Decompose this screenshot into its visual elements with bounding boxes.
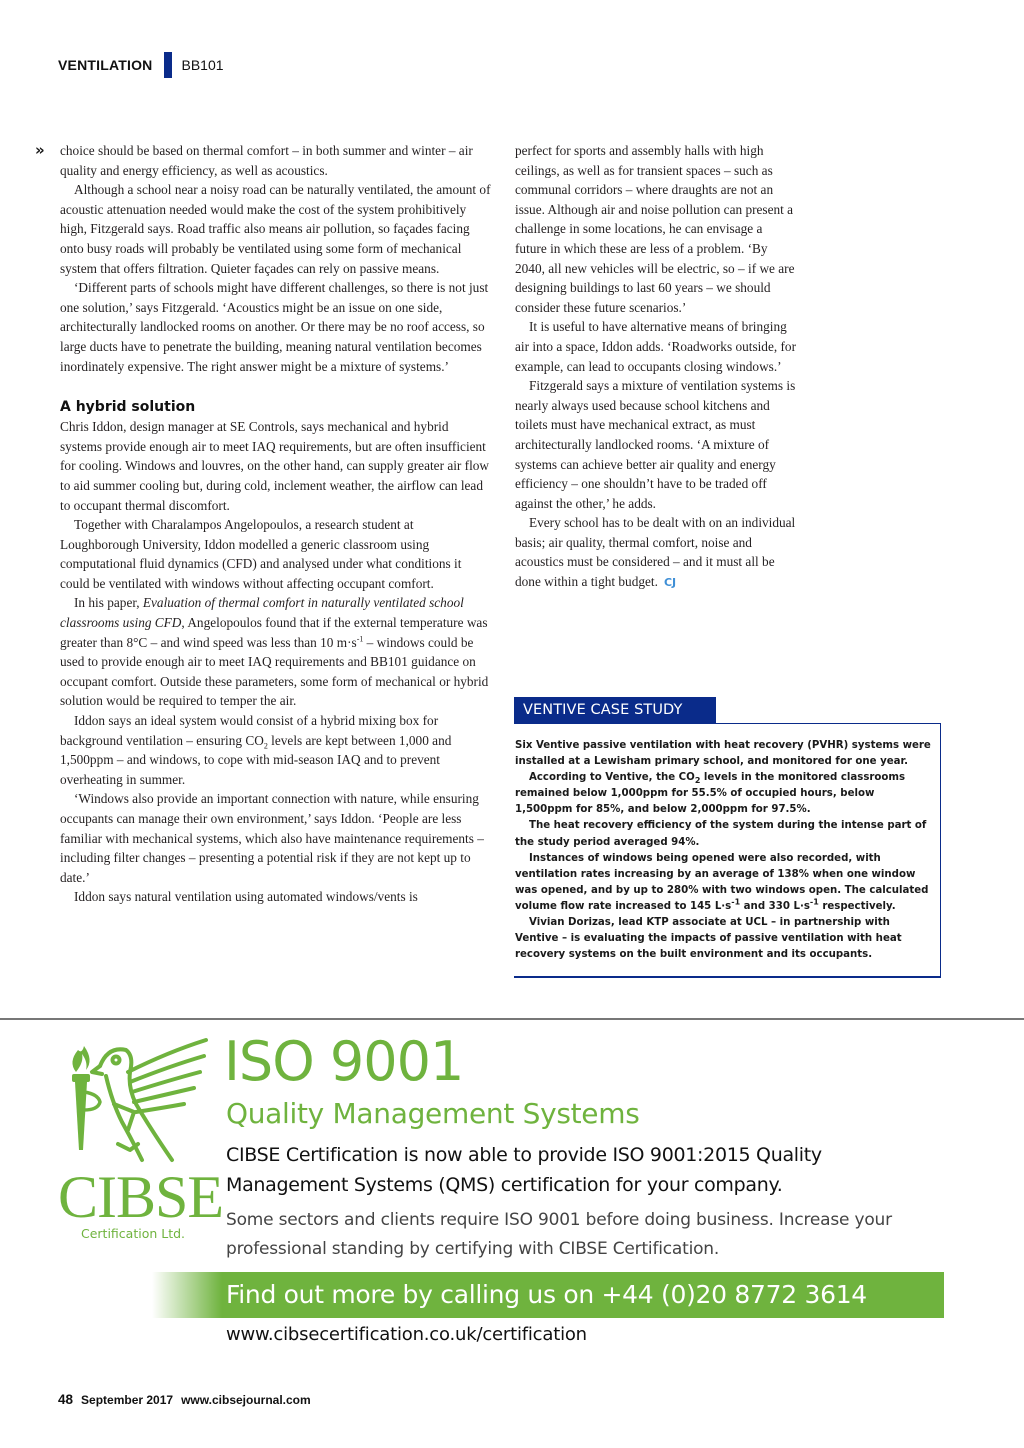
case-study-body xyxy=(515,738,933,963)
paragraph: ‘Windows also provide an important connection with nature, while ensuring occupants can manage their own environment,’ says Iddon. ‘People are less familiar with mechanical systems, which also have maintenance requirements – including filter changes – presenting a potential risk if they are not kept up to date.’ xyxy=(60,791,484,885)
page-number: 48 xyxy=(58,1392,74,1407)
text-run: According to Ventive, the CO xyxy=(529,772,695,784)
text-run: , Angelopoulos found that if the external temperature was greater than 8°C – and wind speed was less than 10 m·s xyxy=(60,615,488,650)
advert-title: ISO 9001 xyxy=(224,1030,464,1093)
paragraph: Vivian Dorizas, lead KTP associate at UCL – in partnership with Ventive – is evaluating the impacts of passive ventilation with heat recovery systems on the built environment and its occupants. xyxy=(515,917,902,961)
paragraph: Fitzgerald says a mixture of ventilation systems is nearly always used because school kitchens and toilets must have mechanical extract, as must architecturally landlocked rooms. ‘A mixture of systems can achieve better air quality and energy efficiency – one shouldn’t have to be traded off against the other,’ he adds. xyxy=(515,378,796,511)
text-run: respectively. xyxy=(818,900,896,912)
article-column-left xyxy=(35,141,492,907)
logo-wordmark: CIBSE xyxy=(58,1164,224,1230)
subscript: 2 xyxy=(694,776,701,786)
running-header xyxy=(58,53,224,77)
cibse-certification-logo xyxy=(58,1032,224,1242)
paragraph: Although a school near a noisy road can be naturally ventilated, the amount of acoustic attenuation needed would make the cost of the system prohibitively high, Fitzgerald says. Road traffic also means air pollution, so façades facing onto busy roads will probably be ventilated using some form of mechanical system that offers filtration. Quieter façades can rely on passive means. xyxy=(60,182,491,276)
page-footer xyxy=(58,1392,311,1408)
superscript: -1 xyxy=(356,634,364,644)
logo-subtitle: Certification Ltd. xyxy=(80,1226,186,1241)
text-run: and 330 L·s xyxy=(740,900,810,912)
subscript: 2 xyxy=(263,741,268,751)
paragraph: It is useful to have alternative means of bringing air into a space, Iddon adds. ‘Roadworks outside, for example, can lead to occupants closing windows.’ xyxy=(515,319,797,374)
paragraph xyxy=(515,770,933,818)
text-run: levels are kept between 1,000 and 1,500ppm – and windows, to cope with mid-season IAQ and to prevent overheating in summer. xyxy=(60,732,452,787)
header-accent-bar xyxy=(164,52,172,78)
advert-call-banner xyxy=(152,1272,944,1318)
text-run: In his paper, xyxy=(74,595,143,611)
paragraph: Six Ventive passive ventilation with heat recovery (PVHR) systems were installed at a Lewisham primary school, and monitored for one year. xyxy=(515,740,931,768)
advert-lead-text: CIBSE Certification is now able to provide ISO 9001:2015 Quality Management Systems (QMS) certification for your company. xyxy=(226,1144,822,1196)
advert-subtitle: Quality Management Systems xyxy=(226,1097,640,1130)
end-of-article-mark: CJ xyxy=(663,576,677,590)
paragraph xyxy=(60,593,492,711)
paragraph: Iddon says natural ventilation using automated windows/vents is xyxy=(74,889,418,905)
cibse-falcon-torch-logo-icon xyxy=(58,1032,208,1167)
advert-url: www.cibsecertification.co.uk/certification xyxy=(226,1324,587,1345)
article-column-right xyxy=(515,141,797,593)
paragraph xyxy=(60,711,492,789)
text-run: Instances of windows being opened were also recorded, with ventilation rates increasing by an average of 138% when one window was opened, and by up to 280% with two windows open. The calculated volume flow rate increased to 145 L·s xyxy=(515,852,929,912)
paragraph: perfect for sports and assembly halls with high ceilings, as well as for transient spaces – such as communal corridors – where draughts are not an issue. Although air and noise pollution can present a challenge in some locations, he can envisage a future in which these are less of a problem. ‘By 2040, all new vehicles will be electric, so – if we are designing buildings to last 60 years – we should consider these future scenarios.’ xyxy=(515,143,795,315)
case-study-title: VENTIVE CASE STUDY xyxy=(514,697,716,724)
paragraph xyxy=(515,513,797,592)
text-run: Every school has to be dealt with on an individual basis; air quality, thermal comfort, noise and acoustics must be considered – and it must all be done within a tight budget. xyxy=(515,515,796,590)
text-run: – windows could be used to provide enough air to meet IAQ requirements and BB101 guidance on occupant comfort. Outside these parameters, some form of mechanical or hybrid solution would be required to temper the air. xyxy=(60,634,489,709)
continued-arrow-icon: » xyxy=(35,141,45,159)
topic-label: BB101 xyxy=(181,57,224,73)
subheading: A hybrid solution xyxy=(60,399,196,416)
text-run: levels in the monitored classrooms remained below 1,000ppm for 55.5% of occupied hours, below 1,500ppm for 85%, and below 2,000ppm for 97.5%. xyxy=(515,772,906,816)
paper-title: Evaluation of thermal comfort in naturally ventilated school classrooms using CFD xyxy=(60,595,464,631)
advert-note-text: Some sectors and clients require ISO 9001 before doing business. Increase your professional standing by certifying with CIBSE Certification. xyxy=(226,1210,892,1259)
superscript: -1 xyxy=(809,897,819,907)
paragraph: Chris Iddon, design manager at SE Controls, says mechanical and hybrid systems provide enough air to meet IAQ requirements, but are often insufficient for cooling. Windows and louvres, on the other hand, can supply greater air flow to aid summer cooling but, during cold, inclement weather, the airflow can lead to occupant thermal discomfort. xyxy=(60,419,490,513)
journal-website: www.cibsejournal.com xyxy=(181,1393,311,1407)
text-run: Iddon says an ideal system would consist of a hybrid mixing box for background ventilation – ensuring CO xyxy=(60,713,439,748)
paragraph xyxy=(515,851,933,915)
issue-date: September 2017 xyxy=(81,1393,174,1407)
paragraph: Together with Charalampos Angelopoulos, a research student at Loughborough University, Iddon modelled a generic classroom using computational fluid dynamics (CFD) and analysed under what conditions it could be ventilated with windows without affecting occupant comfort. xyxy=(60,517,462,591)
advert-divider xyxy=(0,1018,1024,1020)
superscript: -1 xyxy=(731,897,741,907)
advert-phone-cta: Find out more by calling us on +44 (0)20 8772 3614 xyxy=(226,1280,867,1309)
paragraph: ‘Different parts of schools might have different challenges, so there is not just one solution,’ says Fitzgerald. ‘Acoustics might be an issue on one side, architecturally landlocked rooms on another. Or there may be no roof access, so large ducts have to penetrate the building, meaning natural ventilation becomes inordinately expensive. The right answer might be a mixture of systems.’ xyxy=(60,280,489,374)
paragraph: choice should be based on thermal comfort – in both summer and winter – air quality and energy efficiency, as well as acoustics. xyxy=(60,143,473,178)
paragraph: The heat recovery efficiency of the system during the intense part of the study period averaged 94%. xyxy=(515,820,927,848)
section-label: VENTILATION xyxy=(58,57,153,73)
